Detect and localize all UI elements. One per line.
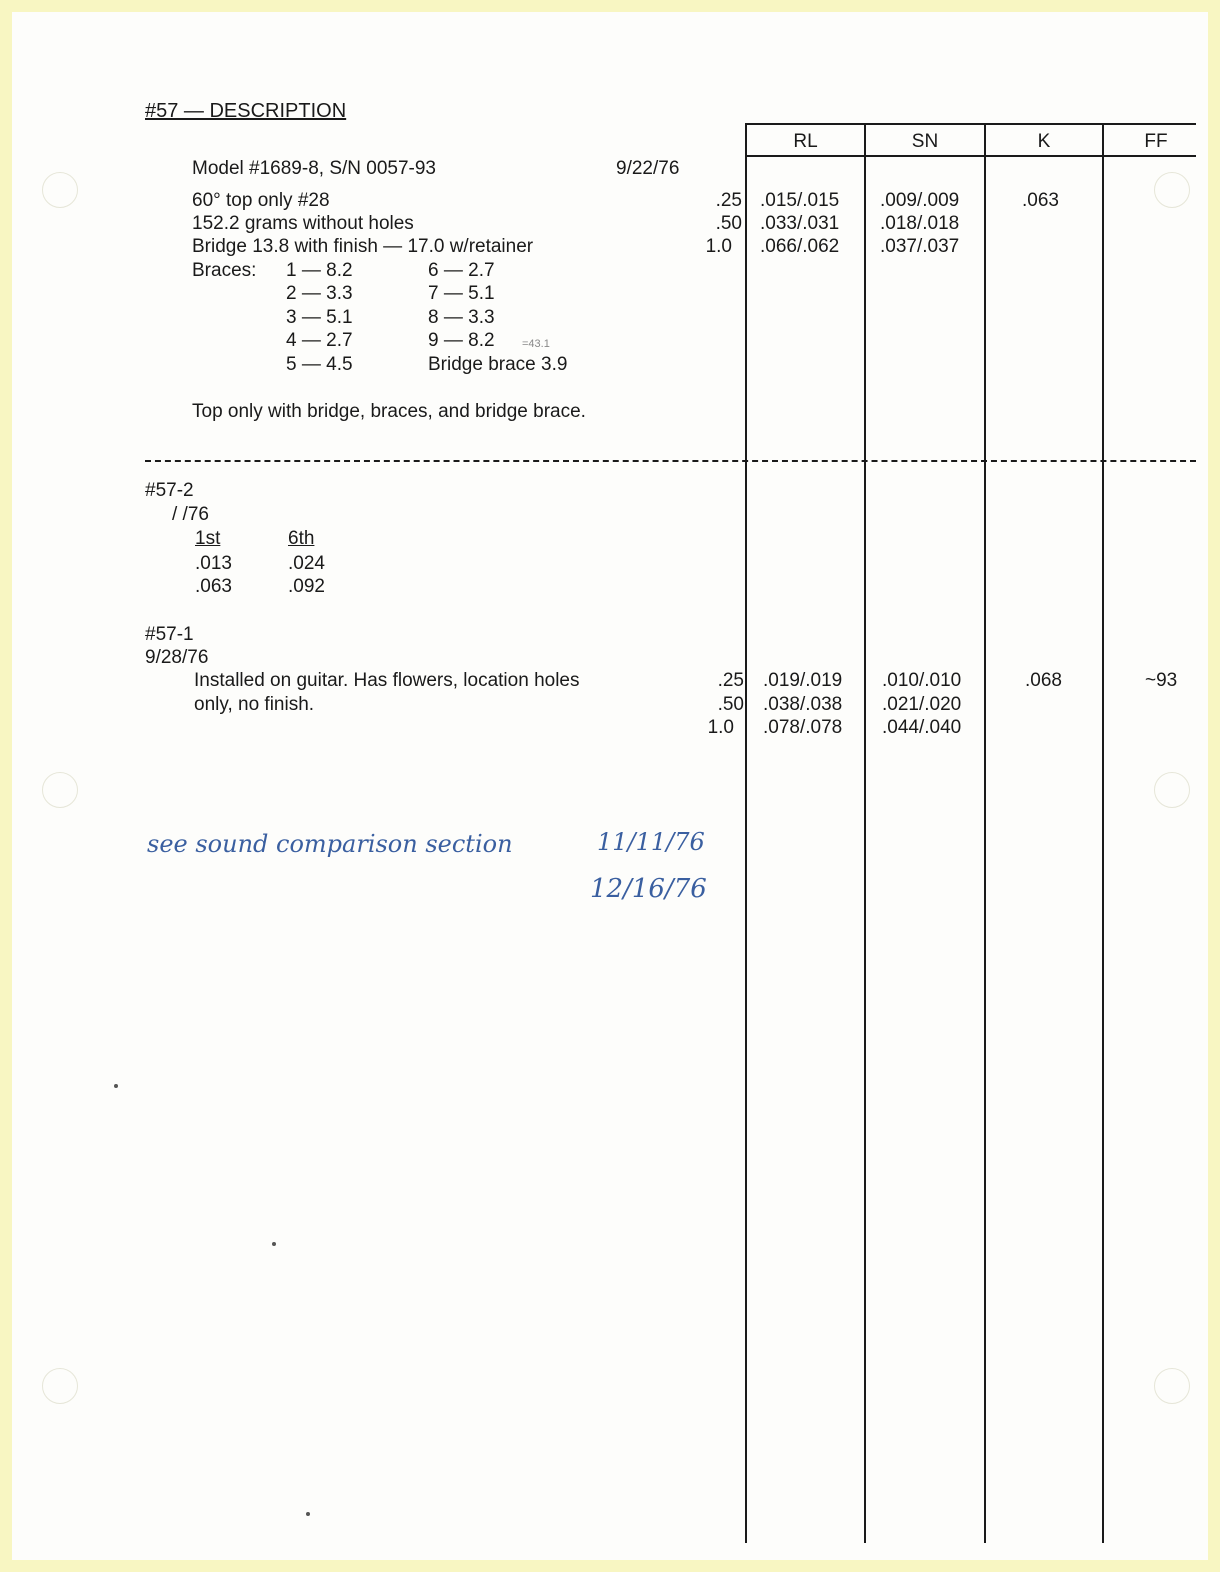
rl-value: .019/.019 xyxy=(763,670,843,691)
column-divider xyxy=(745,123,747,1543)
document-page xyxy=(12,12,1208,1560)
page-title: #57 — DESCRIPTION xyxy=(145,100,347,122)
sn-value: .009/.009 xyxy=(880,190,960,211)
table-top-rule xyxy=(745,123,1196,125)
column-divider xyxy=(1102,123,1104,1543)
column-6th-header: 6th xyxy=(288,528,315,549)
brace-value: 8 — 3.3 xyxy=(428,307,495,328)
load-value: 1.0 xyxy=(707,717,734,738)
section3-description: Installed on guitar. Has flowers, location holes xyxy=(194,670,580,691)
punch-hole xyxy=(1154,1368,1190,1404)
sn-value: .044/.040 xyxy=(882,717,962,738)
column-divider xyxy=(864,123,866,1543)
column-header-k: K xyxy=(1037,131,1051,152)
brace-value: 9 — 8.2 xyxy=(428,330,495,351)
load-value: .25 xyxy=(715,190,742,211)
sn-value: .037/.037 xyxy=(880,236,960,257)
sn-value: .021/.020 xyxy=(882,694,962,715)
braces-label: Braces: xyxy=(192,260,257,281)
brace-value: 6 — 2.7 xyxy=(428,260,495,281)
ff-value: ~93 xyxy=(1145,670,1178,691)
brace-value: 7 — 5.1 xyxy=(428,283,495,304)
punch-hole xyxy=(1154,172,1190,208)
handwritten-note: see sound comparison section xyxy=(147,830,513,858)
description-line: 152.2 grams without holes xyxy=(192,213,414,234)
column-header-rl: RL xyxy=(793,131,818,152)
pencil-note: =43.1 xyxy=(522,338,550,350)
brace-value: 5 — 4.5 xyxy=(286,354,353,375)
punch-hole xyxy=(42,172,78,208)
brace-value: 3 — 5.1 xyxy=(286,307,353,328)
section2-date: / /76 xyxy=(172,504,209,525)
bridge-brace: Bridge brace 3.9 xyxy=(428,354,568,375)
punch-hole xyxy=(42,1368,78,1404)
speck xyxy=(306,1512,310,1516)
column-divider xyxy=(984,123,986,1543)
brace-value: 4 — 2.7 xyxy=(286,330,353,351)
list-value: .013 xyxy=(195,553,232,574)
handwritten-date: 11/11/76 xyxy=(597,828,705,856)
section3-date: 9/28/76 xyxy=(145,647,209,668)
description-line: Bridge 13.8 with finish — 17.0 w/retainer xyxy=(192,236,534,257)
list-value: .024 xyxy=(288,553,325,574)
k-value: .063 xyxy=(1022,190,1059,211)
section2-id: #57-2 xyxy=(145,480,194,501)
k-value: .068 xyxy=(1025,670,1062,691)
section3-description: only, no finish. xyxy=(194,694,315,715)
punch-hole xyxy=(42,772,78,808)
punch-hole xyxy=(1154,772,1190,808)
section-divider xyxy=(145,460,1196,462)
section3-id: #57-1 xyxy=(145,624,194,645)
list-value: .092 xyxy=(288,576,325,597)
load-value: .25 xyxy=(717,670,744,691)
table-header-rule xyxy=(745,155,1196,157)
column-1st-header: 1st xyxy=(195,528,221,549)
speck xyxy=(272,1242,276,1246)
sn-value: .010/.010 xyxy=(882,670,962,691)
rl-value: .033/.031 xyxy=(760,213,840,234)
section1-date: 9/22/76 xyxy=(616,158,680,179)
section1-note: Top only with bridge, braces, and bridge brace. xyxy=(192,401,586,422)
column-header-ff: FF xyxy=(1144,131,1168,152)
rl-value: .038/.038 xyxy=(763,694,843,715)
rl-value: .015/.015 xyxy=(760,190,840,211)
load-value: .50 xyxy=(717,694,744,715)
rl-value: .066/.062 xyxy=(760,236,840,257)
rl-value: .078/.078 xyxy=(763,717,843,738)
load-value: .50 xyxy=(715,213,742,234)
brace-value: 2 — 3.3 xyxy=(286,283,353,304)
sn-value: .018/.018 xyxy=(880,213,960,234)
description-line: 60° top only #28 xyxy=(192,190,330,211)
load-value: 1.0 xyxy=(705,236,732,257)
column-header-sn: SN xyxy=(911,131,939,152)
brace-value: 1 — 8.2 xyxy=(286,260,353,281)
model-line: Model #1689-8, S/N 0057-93 xyxy=(192,158,436,179)
list-value: .063 xyxy=(195,576,232,597)
handwritten-date: 12/16/76 xyxy=(590,874,707,904)
speck xyxy=(114,1084,118,1088)
